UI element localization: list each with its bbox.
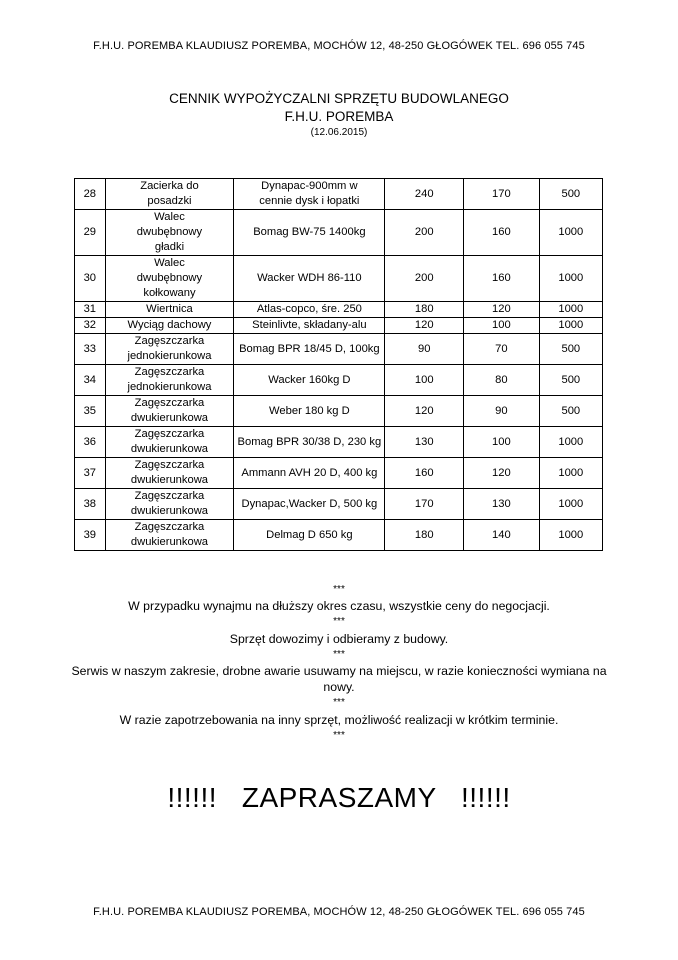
equipment-name-line: dwubębnowy	[136, 226, 203, 238]
equipment-model	[234, 334, 385, 365]
price-2: 170	[464, 179, 540, 210]
equipment-name-line: posadzki	[147, 195, 192, 207]
equipment-model	[234, 179, 385, 210]
equipment-model	[234, 489, 385, 520]
row-number: 36	[75, 427, 106, 458]
row-number: 37	[75, 458, 106, 489]
note-delivery: Sprzęt dowozimy i odbieramy z budowy.	[229, 631, 449, 646]
price-table	[74, 178, 603, 551]
price-3: 500	[539, 365, 602, 396]
table-row	[75, 210, 603, 256]
equipment-model	[234, 210, 385, 256]
table-row	[75, 302, 603, 318]
equipment-model	[234, 458, 385, 489]
separator-stars: ***	[333, 697, 345, 709]
row-number: 33	[75, 334, 106, 365]
table-row	[75, 489, 603, 520]
page-header: F.H.U. POREMBA KLAUDIUSZ POREMBA, MOCHÓW 12, 48-250 GŁOGÓWEK TEL. 696 055 745	[93, 40, 585, 52]
equipment-name-line: Wiertnica	[146, 303, 193, 315]
equipment-model-line: Wacker 160kg D	[268, 373, 351, 386]
price-1: 100	[385, 365, 464, 396]
equipment-model	[234, 365, 385, 396]
equipment-model-line: Dynapac-900mm w	[261, 180, 358, 192]
equipment-name-line: dwukierunkowa	[130, 505, 209, 517]
table-row	[75, 179, 603, 210]
price-1: 180	[385, 302, 464, 318]
price-2: 80	[464, 365, 540, 396]
equipment-name-line: Walec	[154, 257, 185, 269]
equipment-model-line: Bomag BPR 30/38 D, 230 kg	[237, 435, 382, 448]
equipment-name-line: kołkowany	[143, 287, 196, 299]
price-2: 100	[464, 318, 540, 334]
equipment-name-line: Zagęszczarka	[134, 335, 205, 347]
equipment-name	[105, 210, 234, 256]
table-row	[75, 520, 603, 551]
table-row	[75, 427, 603, 458]
separator-stars: ***	[333, 648, 345, 660]
equipment-name-line: Walec	[154, 211, 185, 223]
price-table-body	[75, 179, 603, 551]
equipment-name-line: Zagęszczarka	[134, 490, 205, 502]
row-number: 34	[75, 365, 106, 396]
separator-stars: ***	[333, 616, 345, 628]
equipment-name	[105, 489, 234, 520]
row-number: 35	[75, 396, 106, 427]
row-number: 32	[75, 318, 106, 334]
price-3: 1000	[539, 427, 602, 458]
equipment-model-line: Ammann AVH 20 D, 400 kg	[241, 466, 378, 479]
equipment-name	[105, 302, 234, 318]
price-1: 200	[385, 256, 464, 302]
table-row	[75, 458, 603, 489]
table-row	[75, 396, 603, 427]
price-3: 1000	[539, 489, 602, 520]
equipment-name-line: dwubębnowy	[136, 272, 203, 284]
equipment-name-line: Zagęszczarka	[134, 459, 205, 471]
equipment-name-line: jednokierunkowa	[127, 350, 212, 362]
equipment-model-line: Bomag BPR 18/45 D, 100kg	[239, 342, 380, 355]
row-number: 29	[75, 210, 106, 256]
price-2: 160	[464, 210, 540, 256]
equipment-model-line: Dynapac,Wacker D, 500 kg	[241, 497, 378, 510]
notes-section	[60, 582, 618, 744]
table-row	[75, 365, 603, 396]
price-2: 130	[464, 489, 540, 520]
price-1: 120	[385, 396, 464, 427]
title-block	[0, 90, 678, 139]
price-3: 500	[539, 396, 602, 427]
price-3: 1000	[539, 210, 602, 256]
price-3: 1000	[539, 302, 602, 318]
price-1: 200	[385, 210, 464, 256]
equipment-model-line: Steinlivte, składany-alu	[252, 319, 367, 331]
equipment-name-line: dwukierunkowa	[130, 412, 209, 424]
note-negotiation: W przypadku wynajmu na dłuższy okres czasu, wszystkie ceny do negocjacji.	[128, 599, 550, 614]
price-1: 180	[385, 520, 464, 551]
price-2: 120	[464, 458, 540, 489]
equipment-model-line: Atlas-copco, śre. 250	[256, 303, 362, 315]
equipment-name	[105, 365, 234, 396]
separator-stars: ***	[333, 729, 345, 741]
price-1: 130	[385, 427, 464, 458]
price-1: 240	[385, 179, 464, 210]
row-number: 30	[75, 256, 106, 302]
note-service: Serwis w naszym zakresie, drobne awarie usuwamy na miejscu, w razie konieczności wymiana na nowy.	[71, 664, 607, 695]
table-row	[75, 334, 603, 365]
page-footer: F.H.U. POREMBA KLAUDIUSZ POREMBA, MOCHÓW 12, 48-250 GŁOGÓWEK TEL. 696 055 745	[93, 906, 585, 918]
price-1: 90	[385, 334, 464, 365]
equipment-name	[105, 256, 234, 302]
price-3: 1000	[539, 520, 602, 551]
equipment-name-line: gładki	[154, 241, 185, 253]
equipment-model	[234, 302, 385, 318]
document-date: (12.06.2015)	[310, 127, 368, 138]
price-3: 500	[539, 179, 602, 210]
equipment-model	[234, 318, 385, 334]
row-number: 31	[75, 302, 106, 318]
row-number: 39	[75, 520, 106, 551]
price-1: 170	[385, 489, 464, 520]
equipment-name	[105, 318, 234, 334]
price-3: 1000	[539, 256, 602, 302]
equipment-model-line: Weber 180 kg D	[269, 404, 350, 417]
equipment-model-line: cennie dysk i łopatki	[259, 195, 360, 207]
equipment-name-line: Zagęszczarka	[134, 366, 205, 378]
row-number: 28	[75, 179, 106, 210]
equipment-model	[234, 427, 385, 458]
equipment-name-line: dwukierunkowa	[130, 474, 209, 486]
equipment-name-line: jednokierunkowa	[127, 381, 212, 393]
table-row	[75, 256, 603, 302]
equipment-model-line: Bomag BW-75 1400kg	[253, 226, 366, 238]
price-3: 1000	[539, 318, 602, 334]
equipment-name	[105, 427, 234, 458]
equipment-name	[105, 396, 234, 427]
equipment-name	[105, 458, 234, 489]
equipment-name-line: Zagęszczarka	[134, 397, 205, 409]
price-3: 1000	[539, 458, 602, 489]
price-1: 160	[385, 458, 464, 489]
price-2: 70	[464, 334, 540, 365]
price-2: 100	[464, 427, 540, 458]
equipment-name-line: Zagęszczarka	[134, 428, 205, 440]
equipment-name	[105, 179, 234, 210]
equipment-model-line: Delmag D 650 kg	[266, 528, 353, 541]
equipment-name-line: Zacierka do	[140, 180, 199, 192]
price-3: 500	[539, 334, 602, 365]
equipment-model-line: Wacker WDH 86-110	[257, 272, 362, 284]
document-title: CENNIK WYPOŻYCZALNI SPRZĘTU BUDOWLANEGO	[169, 91, 509, 106]
separator-stars: ***	[333, 584, 345, 595]
row-number: 38	[75, 489, 106, 520]
company-name: F.H.U. POREMBA	[284, 109, 394, 124]
invitation-banner: !!!!!! ZAPRASZAMY !!!!!!	[167, 782, 511, 813]
equipment-name	[105, 520, 234, 551]
equipment-model	[234, 256, 385, 302]
equipment-name-line: Zagęszczarka	[134, 521, 205, 533]
equipment-name	[105, 334, 234, 365]
equipment-model	[234, 396, 385, 427]
equipment-name-line: dwukierunkowa	[130, 443, 209, 455]
price-2: 160	[464, 256, 540, 302]
price-2: 120	[464, 302, 540, 318]
price-1: 120	[385, 318, 464, 334]
equipment-name-line: Wyciąg dachowy	[127, 319, 212, 331]
equipment-model	[234, 520, 385, 551]
price-2: 140	[464, 520, 540, 551]
note-other-equipment: W razie zapotrzebowania na inny sprzęt, możliwość realizacji w krótkim terminie.	[119, 712, 559, 727]
price-2: 90	[464, 396, 540, 427]
table-row	[75, 318, 603, 334]
equipment-name-line: dwukierunkowa	[130, 536, 209, 548]
